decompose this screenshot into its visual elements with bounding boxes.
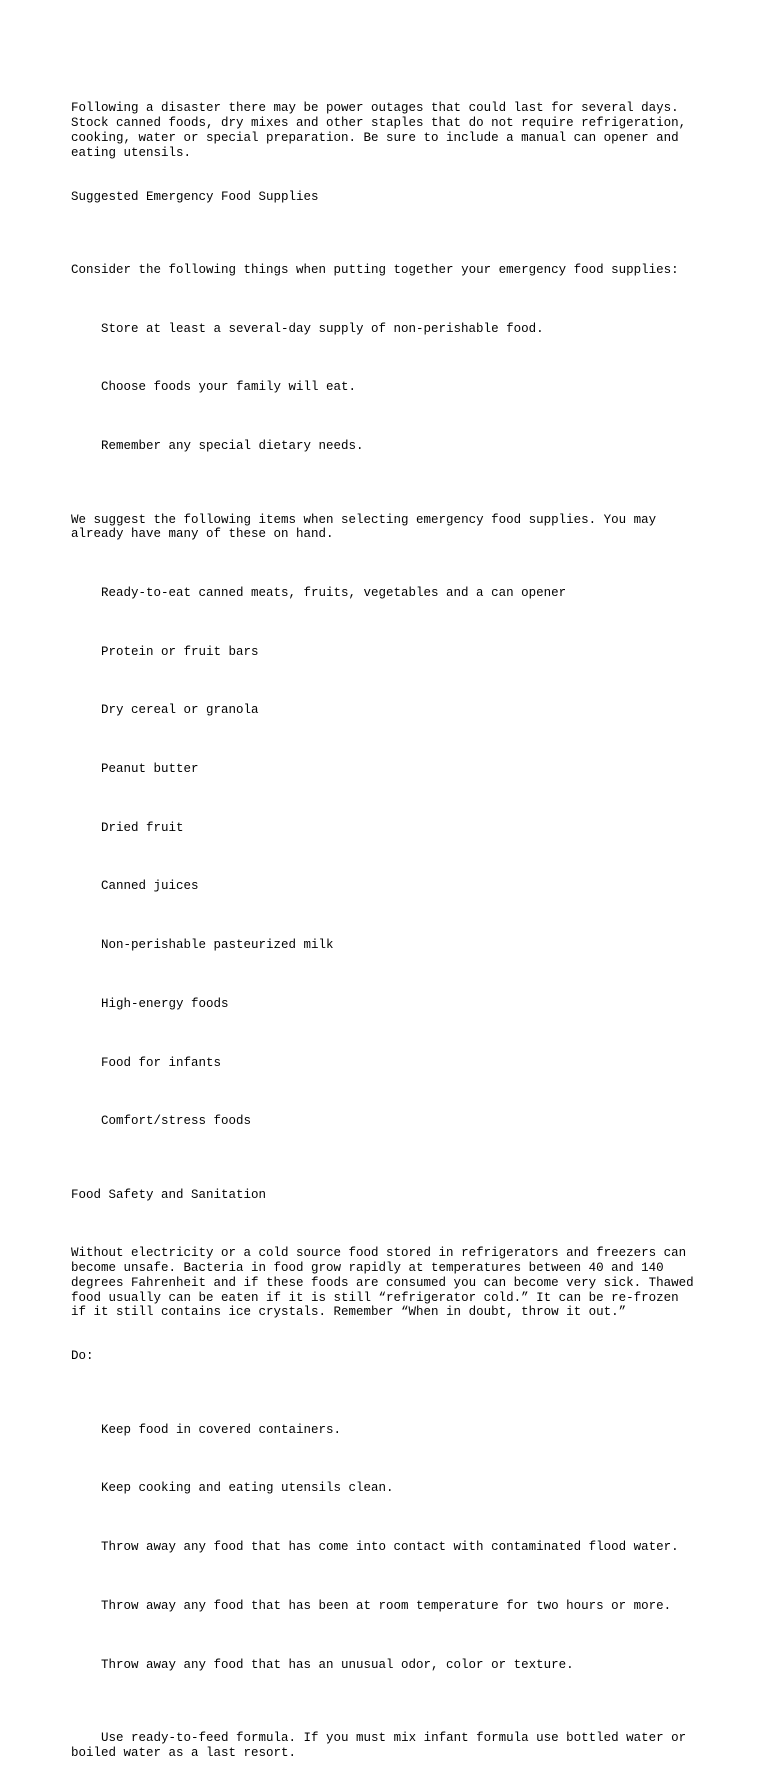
do-item: Throw away any food that has an unusual odor, color or texture.: [101, 1657, 574, 1672]
do-label: Do:: [71, 1349, 94, 1364]
suggest-item: High-energy foods: [101, 996, 229, 1011]
suggest-item: Ready-to-eat canned meats, fruits, vegetables and a can opener: [101, 585, 567, 600]
consider-item: Choose foods your family will eat.: [101, 380, 357, 395]
suggest-item: Peanut butter: [101, 762, 199, 777]
consider-item: Remember any special dietary needs.: [101, 439, 364, 454]
consider-item: Store at least a several-day supply of non-perishable food.: [101, 321, 544, 336]
suggest-item: Food for infants: [101, 1055, 222, 1070]
do-item: Throw away any food that has been at room temperature for two hours or more.: [101, 1598, 672, 1613]
intro-paragraph: Following a disaster there may be power outages that could last for several days. Stock canned foods, dry mixes and other staples that do not require refrigeration, cooking, water or special preparation. Be sure to include a manual can opener and eating utensils.: [71, 101, 687, 160]
safety-paragraph: Without electricity or a cold source food stored in refrigerators and freezers can become unsafe. Bacteria in food grow rapidly at temperatures between 40 and 140 degrees Fahrenheit and if these foods are consumed you can become very sick. Thawed food usually can be eaten if it is still “refrigerator cold.” It can be re-frozen if it still contains ice crystals. Remember “When in doubt, throw it out.”: [71, 1246, 694, 1320]
suggest-item: Dry cereal or granola: [101, 703, 259, 718]
formula-paragraph: Use ready-to-feed formula. If you must mix infant formula use bottled water or boiled water as a last resort.: [71, 1730, 687, 1760]
document-body: [71, 72, 711, 1775]
suggest-item: Canned juices: [101, 879, 199, 894]
do-item: Keep food in covered containers.: [101, 1422, 342, 1437]
consider-intro: Consider the following things when putting together your emergency food supplies:: [71, 263, 679, 278]
suggest-item: Comfort/stress foods: [101, 1114, 252, 1129]
supplies-heading: Suggested Emergency Food Supplies: [71, 189, 319, 204]
suggest-item: Non-perishable pasteurized milk: [101, 938, 334, 953]
suggest-intro: We suggest the following items when selecting emergency food supplies. You may already have many of these on hand.: [71, 512, 657, 542]
suggest-item: Dried fruit: [101, 820, 184, 835]
suggest-item: Protein or fruit bars: [101, 644, 259, 659]
do-item: Keep cooking and eating utensils clean.: [101, 1481, 394, 1496]
do-item: Throw away any food that has come into contact with contaminated flood water.: [101, 1540, 679, 1555]
safety-heading: Food Safety and Sanitation: [71, 1187, 267, 1202]
